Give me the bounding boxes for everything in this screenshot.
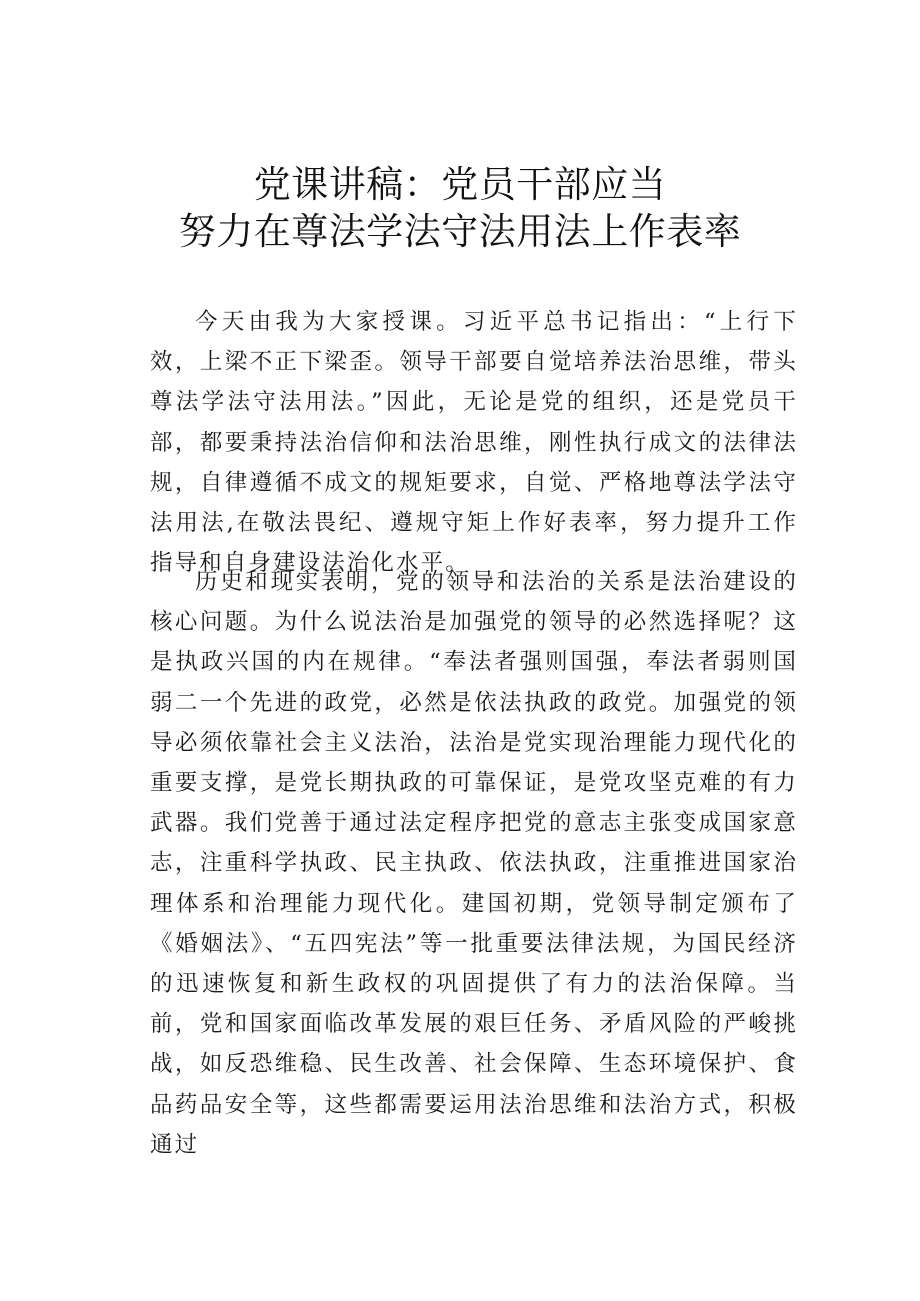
document-title-line-1: 党课讲稿：党员干部应当 bbox=[253, 163, 667, 206]
body-paragraph-block-1 bbox=[150, 302, 798, 583]
document-title-line-2: 努力在尊法学法守法用法上作表率 bbox=[178, 210, 742, 253]
body-paragraph-block-2 bbox=[150, 562, 798, 1165]
paragraph-1: 今天由我为大家授课。习近平总书记指出：“上行下效，上梁不正下梁歪。领导干部要自觉培养法治思维，带头尊法学法守法用法。”因此，无论是党的组织，还是党员干部，都要秉持法治信仰和法治思维，刚性执行成文的法律法规，自律遵循不成文的规矩要求，自觉、严格地尊法学法守法用法,在敬法畏纪、遵规守矩上作好表率，努力提升工作指导和自身建设法治化水平。 bbox=[150, 309, 798, 577]
paragraph-2: 历史和现实表明，党的领导和法治的关系是法治建设的核心问题。为什么说法治是加强党的领导的必然选择呢？这是执政兴国的内在规律。“奉法者强则国强，奉法者弱则国弱二一个先进的政党，必然是依法执政的政党。加强党的领导必须依靠社会主义法治，法治是党实现治理能力现代化的重要支撑，是党长期执政的可靠保证，是党攻坚克难的有力武器。我们党善于通过法定程序把党的意志主张变成国家意志，注重科学执政、民主执政、依法执政，注重推进国家治理体系和治理能力现代化。建国初期，党领导制定颁布了《婚姻法》、“五四宪法”等一批重要法律法规，为国民经济的迅速恢复和新生政权的巩固提供了有力的法治保障。当前，党和国家面临改革发展的艰巨任务、矛盾风险的严峻挑战，如反恐维稳、民生改善、社会保障、生态环境保护、食品药品安全等，这些都需要运用法治思维和法治方式，积极通过 bbox=[150, 569, 798, 1158]
